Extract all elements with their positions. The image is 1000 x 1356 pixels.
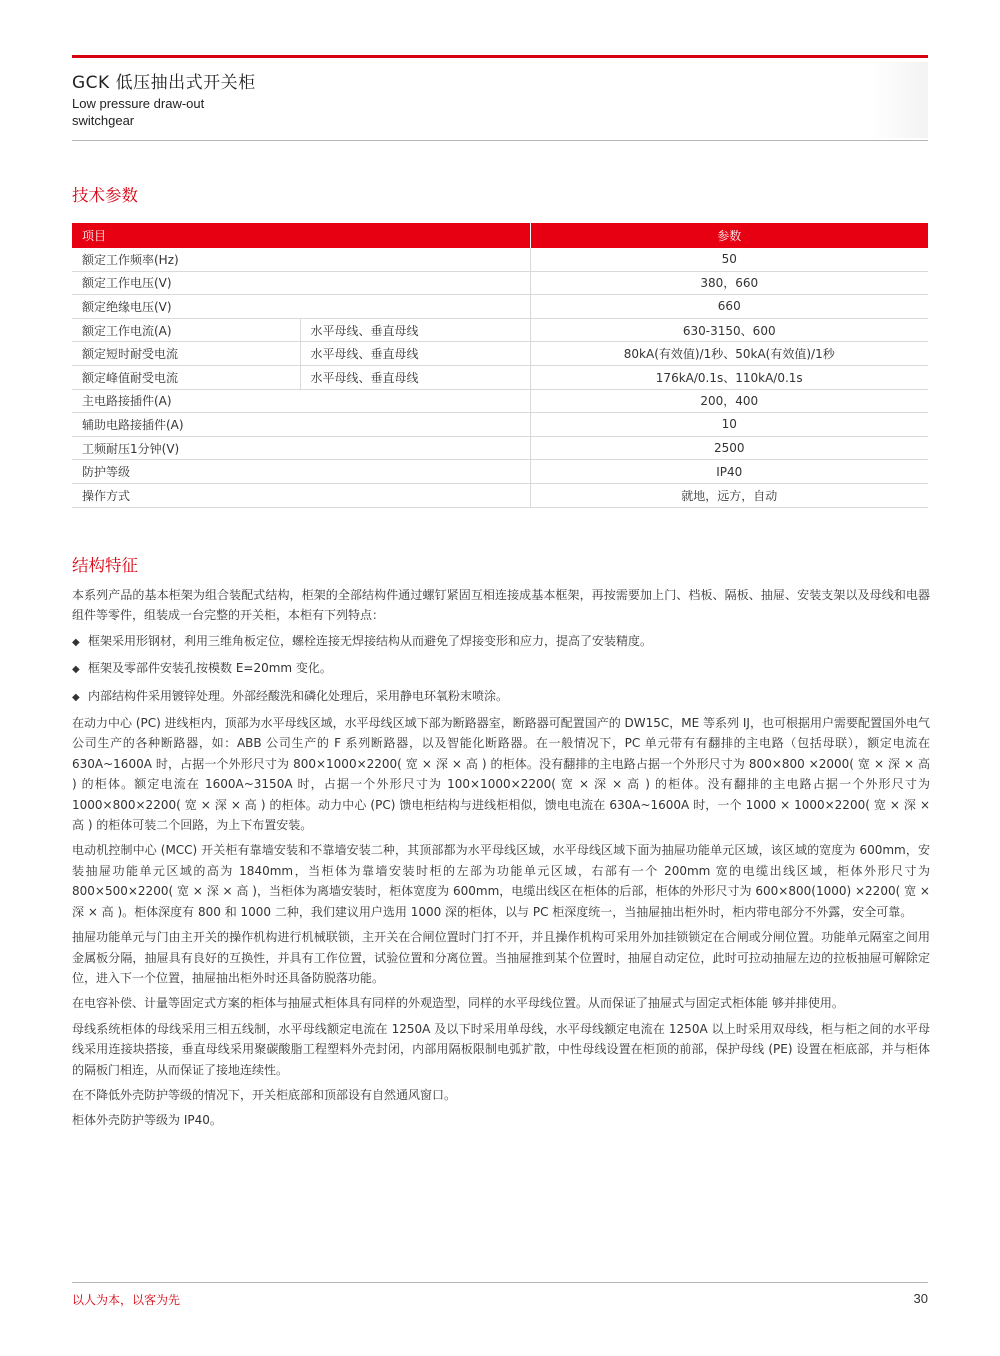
feature-bullet-text: 内部结构件采用镀锌处理。外部经酸洗和磷化处理后，采用静电环氧粉末喷涂。 (88, 688, 509, 703)
cell-item: 辅助电路接插件(A) (72, 413, 530, 437)
footer-slogan: 以人为本，以客为先 (72, 1293, 181, 1307)
structure-paragraph: 电动机控制中心 (MCC) 开关柜有靠墙安装和不靠墙安装二种，其顶部都为水平母线区域，水平母线区域下面为抽屉功能单元区域，该区域的宽度为 600mm，安装抽屉功能单元区域的高为 1840mm，当柜体为靠墙安装时柜的左部为功能单元区域，右部有一个 200mm 宽的电缆出线区域，柜体外形尺寸为 800×500×2200( 宽 × 深 × 高 )，当柜体为离墙安装时，柜体宽度为 600mm，电缆出线区在柜体的后部，柜体的外形尺寸为 600×800(1000) ×2200( 宽 × 深 × 高 )。柜体深度有 800 和 1000 二种，我们建议用户选用 1000 深的柜体，以与 PC 柜深度统一，当抽屉抽出柜外时，柜内带电部分不外露，安全可靠。 (72, 843, 930, 919)
structure-paragraph: 抽屉功能单元与门由主开关的操作机构进行机械联锁，主开关在合闸位置时门打不开，并且操作机构可采用外加挂锁锁定在合闸或分闸位置。功能单元隔室之间用金属板分隔，抽屉具有良好的互换性，并具有工作位置，试验位置和分离位置。当抽屉推到某个位置时，抽屉自动定位，此时可拉动抽屉左边的拉板抽屉可解除定位，进入下一个位置，抽屉抽出柜外时还具备防脱落功能。 (72, 930, 930, 985)
cell-item: 主电路接插件(A) (72, 389, 530, 413)
table-row (72, 318, 928, 342)
cell-item: 额定工作频率(Hz) (72, 248, 530, 271)
feature-bullet-text: 框架采用形钢材，利用三维角板定位，螺栓连接无焊接结构从而避免了焊接变形和应力，提高了安装精度。 (88, 633, 653, 648)
table-row (72, 389, 928, 413)
structure-paragraph: 在不降低外壳防护等级的情况下，开关柜底部和顶部设有自然通风窗口。 (72, 1087, 457, 1102)
cell-item: 工频耐压1分钟(V) (72, 436, 530, 460)
cell-value: 176kA/0.1s、110kA/0.1s (530, 365, 928, 389)
diamond-bullet-icon: ◆ (72, 691, 80, 703)
cell-item: 额定工作电压(V) (72, 271, 530, 295)
table-row (72, 483, 928, 507)
structure-paragraph: 柜体外壳防护等级为 IP40。 (72, 1113, 222, 1128)
cell-value: 200，400 (530, 389, 928, 413)
header-bottom-rule (72, 140, 928, 141)
cell-value: 630-3150、600 (530, 318, 928, 342)
structure-paragraph: 母线系统柜体的母线采用三相五线制，水平母线额定电流在 1250A 及以下时采用单母线，水平母线额定电流在 1250A 以上时采用双母线，柜与柜之间的水平母线采用连接块搭接，垂直母线采用聚碳酸脂工程塑料外壳封闭，内部用隔板限制电弧扩散，中性母线设置在柜顶的前部，保护母线 (PE) 设置在柜底部，并与柜体的隔板门相连，从而保证了接地连续性。 (72, 1021, 930, 1077)
header-top-rule (72, 55, 928, 58)
cell-value: 380，660 (530, 271, 928, 295)
feature-bullet-list (72, 631, 930, 708)
cell-value: 50 (530, 248, 928, 271)
structure-paragraph: 在动力中心 (PC) 进线柜内，顶部为水平母线区域，水平母线区域下部为断路器室，断路器可配置国产的 DW15C，ME 等系列 IJ，也可根据用户需要配置国外电气公司生产的各种断路器，如：ABB 公司生产的 F 系列断路器，以及智能化断路器。在一般情况下，PC 单元带有有翻排的主电路（包括母联），额定电流在 630A~1600A 时，占据一个外形尺寸为 800×1000×2200( 宽 × 深 × 高 ) 的柜体。没有翻排的主电路占据一个外形尺寸为 800×800 ×2000( 宽 × 深 × 高 ) 的柜体。额定电流在 1600A~3150A 时，占据一个外形尺寸为 100×1000×2200( 宽 × 深 × 高 ) 的柜体。没有翻排的主电路占据一个外形尺寸为 1000×800×2200( 宽 × 深 × 高 ) 的柜体。动力中心 (PC) 馈电柜结构与进线柜相似，馈电电流在 630A~1600A 时，一个 1000 × 1000×2200( 宽 × 深 × 高 ) 的柜体可装二个回路，为上下布置安装。 (72, 716, 930, 833)
table-header-row (72, 223, 928, 248)
cell-item: 操作方式 (72, 483, 530, 507)
diamond-bullet-icon: ◆ (72, 664, 80, 676)
table-row (72, 413, 928, 437)
cell-sub: 水平母线、垂直母线 (300, 318, 530, 342)
cell-item: 额定峰值耐受电流 (72, 365, 300, 389)
cell-value: 80kA(有效值)/1秒、50kA(有效值)/1秒 (530, 342, 928, 366)
feature-bullet (72, 658, 930, 680)
cell-sub: 水平母线、垂直母线 (300, 365, 530, 389)
diamond-bullet-icon: ◆ (72, 636, 80, 648)
cell-value: IP40 (530, 460, 928, 484)
cell-item: 额定工作电流(A) (72, 318, 300, 342)
footer-rule (72, 1282, 928, 1283)
table-row (72, 365, 928, 389)
cell-item: 额定绝缘电压(V) (72, 295, 530, 319)
page-title-en-line2: switchgear (72, 113, 135, 128)
page-title-en-line1: Low pressure draw-out (72, 96, 205, 111)
cell-item: 额定短时耐受电流 (72, 342, 300, 366)
section-title-structure: 结构特征 (72, 556, 138, 575)
cell-value: 2500 (530, 436, 928, 460)
table-header-item: 项目 (72, 223, 530, 248)
page-number: 30 (913, 1291, 928, 1306)
cell-sub: 水平母线、垂直母线 (300, 342, 530, 366)
structure-paragraph: 在电容补偿、计量等固定式方案的柜体与抽屉式柜体具有同样的外观造型，同样的水平母线位置。从而保证了抽屉式与固定式柜体能 够并排使用。 (72, 996, 844, 1011)
structure-body (72, 585, 930, 1136)
header-shade (870, 62, 928, 138)
table-row (72, 436, 928, 460)
table-row (72, 248, 928, 271)
table-row (72, 342, 928, 366)
page-title-zh: GCK 低压抽出式开关柜 (72, 73, 256, 93)
cell-value: 就地，远方，自动 (530, 483, 928, 507)
table-row (72, 460, 928, 484)
page-title-en (72, 95, 272, 129)
feature-bullet-text: 框架及零部件安装孔按模数 E=20mm 变化。 (88, 661, 332, 676)
section-title-tech: 技术参数 (72, 186, 138, 205)
structure-paragraphs (72, 713, 930, 1131)
structure-intro: 本系列产品的基本柜架为组合装配式结构，柜架的全部结构件通过螺钉紧固互相连接成基本框架，再按需要加上门、档板、隔板、抽屉、安装支架以及母线和电器组件等零件，组装成一台完整的开关柜，本柜有下列特点： (72, 588, 930, 623)
cell-item: 防护等级 (72, 460, 530, 484)
feature-bullet (72, 631, 930, 653)
table-header-param: 参数 (530, 223, 928, 248)
table-row (72, 271, 928, 295)
cell-value: 660 (530, 295, 928, 319)
table-row (72, 295, 928, 319)
cell-value: 10 (530, 413, 928, 437)
feature-bullet (72, 686, 930, 708)
tech-params-table (72, 223, 928, 508)
